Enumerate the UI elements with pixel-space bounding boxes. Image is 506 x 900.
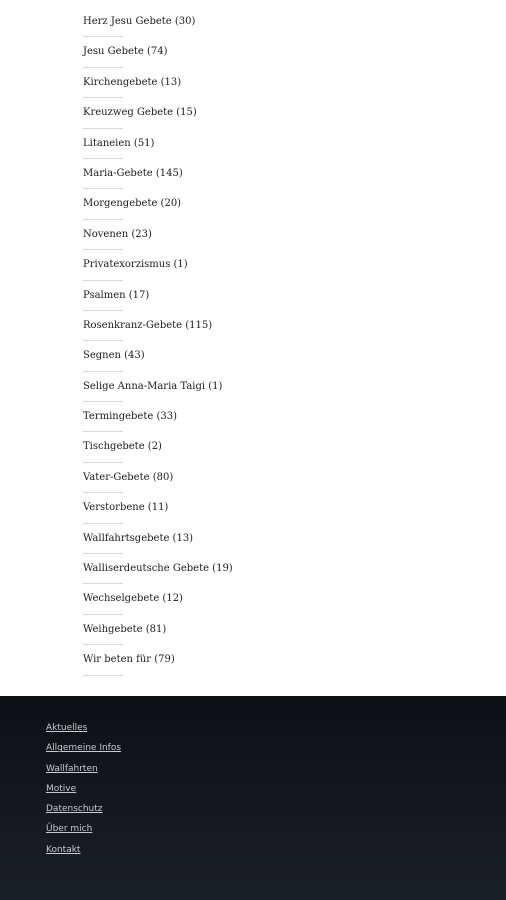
category-link-wallfahrtsgebete[interactable]: Wallfahrtsgebete (13) (83, 532, 194, 544)
category-link-rosenkranz[interactable]: Rosenkranz-Gebete (115) (83, 319, 213, 331)
category-list (83, 7, 233, 676)
footer-nav-item (46, 735, 121, 755)
list-item (83, 645, 233, 675)
category-link-weihgebete[interactable]: Weihgebete (81) (83, 623, 167, 635)
category-link-privatexorzismus[interactable]: Privatexorzismus (1) (83, 259, 188, 271)
site-footer (0, 696, 506, 900)
footer-nav-item (46, 756, 121, 776)
category-link-psalmen[interactable]: Psalmen (17) (83, 289, 150, 301)
footer-link-kontakt[interactable]: Kontakt (46, 844, 81, 855)
list-item (83, 493, 233, 523)
footer-nav (46, 715, 121, 857)
list-item (83, 372, 233, 402)
list-item (83, 250, 233, 280)
list-item (83, 311, 233, 341)
footer-nav-item (46, 776, 121, 796)
category-link-wir-beten-fuer[interactable]: Wir beten für (79) (83, 654, 175, 666)
category-link-kirchengebete[interactable]: Kirchengebete (13) (83, 76, 182, 88)
list-item (83, 615, 233, 645)
list-item (83, 37, 233, 67)
category-link-wechselgebete[interactable]: Wechselgebete (12) (83, 593, 183, 605)
footer-link-motive[interactable]: Motive (46, 783, 77, 794)
list-item (83, 189, 233, 219)
footer-link-wallfahrten[interactable]: Wallfahrten (46, 763, 98, 774)
footer-nav-item (46, 796, 121, 816)
footer-nav-item (46, 837, 121, 857)
category-link-tischgebete[interactable]: Tischgebete (2) (83, 441, 162, 453)
category-link-walliserdeutsche[interactable]: Walliserdeutsche Gebete (19) (83, 563, 233, 575)
list-item (83, 220, 233, 250)
category-link-kreuzweg[interactable]: Kreuzweg Gebete (15) (83, 107, 197, 119)
category-link-novenen[interactable]: Novenen (23) (83, 228, 152, 240)
list-item (83, 98, 233, 128)
footer-link-aktuelles[interactable]: Aktuelles (46, 723, 88, 733)
footer-link-datenschutz[interactable]: Datenschutz (46, 804, 103, 815)
list-item (83, 159, 233, 189)
category-link-jesu-gebete[interactable]: Jesu Gebete (74) (83, 46, 168, 58)
category-link-verstorbene[interactable]: Verstorbene (11) (83, 502, 169, 514)
list-item (83, 524, 233, 554)
footer-nav-item (46, 816, 121, 836)
footer-link-allgemeine-infos[interactable]: Allgemeine Infos (46, 743, 122, 754)
category-link-termingebete[interactable]: Termingebete (33) (83, 411, 177, 423)
list-item (83, 7, 233, 37)
list-item (83, 463, 233, 493)
list-item (83, 584, 233, 614)
category-link-anna-maria-taigi[interactable]: Selige Anna-Maria Taigi (1) (83, 380, 223, 392)
category-link-maria[interactable]: Maria-Gebete (145) (83, 167, 183, 179)
category-link-vater-gebete[interactable]: Vater-Gebete (80) (83, 471, 174, 483)
footer-link-ueber-mich[interactable]: Über mich (46, 824, 93, 835)
list-item (83, 554, 233, 584)
category-link-litaneien[interactable]: Litaneien (51) (83, 137, 155, 149)
category-link-segnen[interactable]: Segnen (43) (83, 350, 145, 362)
category-link-herz-jesu[interactable]: Herz Jesu Gebete (30) (83, 16, 196, 27)
list-item (83, 68, 233, 98)
footer-nav-item (46, 715, 121, 735)
list-item (83, 129, 233, 159)
list-item (83, 281, 233, 311)
list-item (83, 402, 233, 432)
category-link-morgengebete[interactable]: Morgengebete (20) (83, 198, 182, 210)
list-item (83, 432, 233, 462)
list-item (83, 341, 233, 371)
